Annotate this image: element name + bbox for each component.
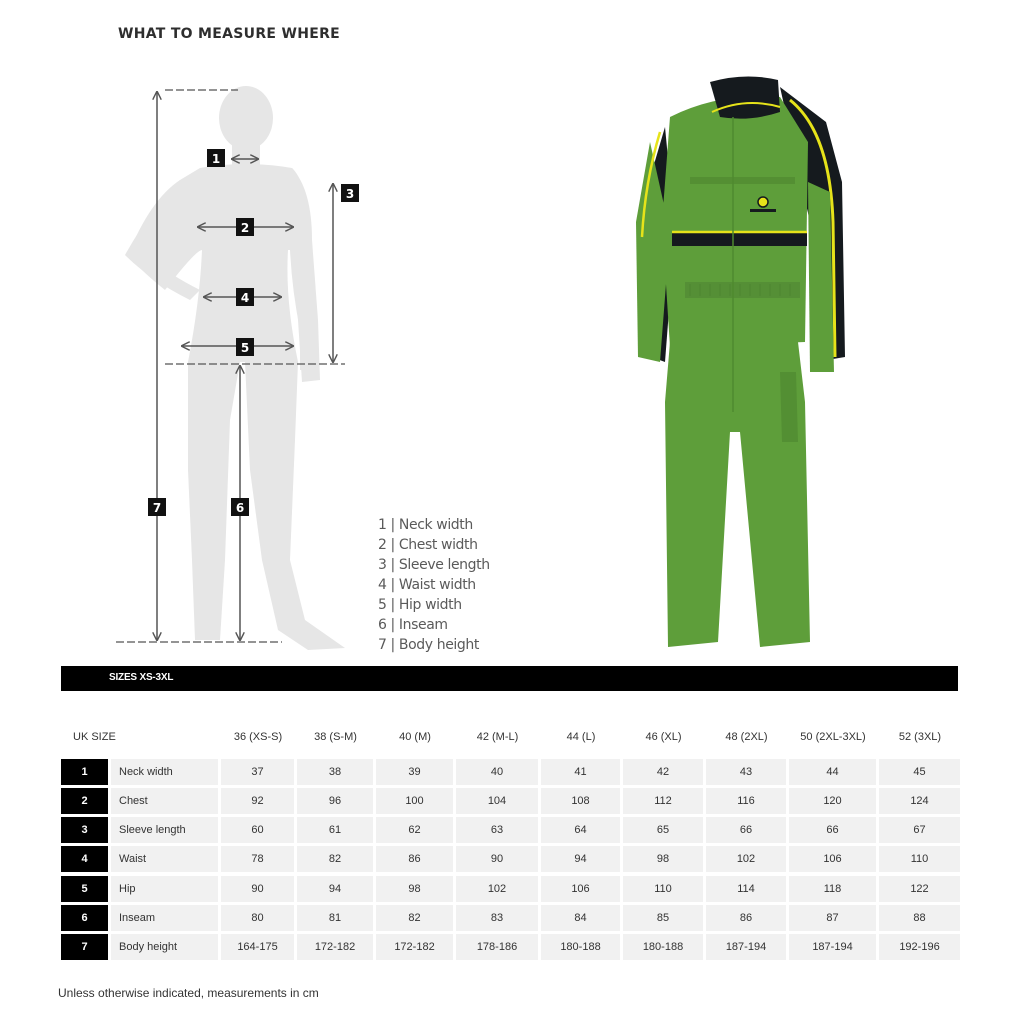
table-cell: 66 (789, 817, 876, 843)
row-number: 1 (61, 759, 108, 785)
header-uk-size: UK SIZE (73, 731, 116, 743)
sizes-band (61, 666, 958, 691)
table-cell: 164-175 (221, 934, 294, 960)
table-cell: 90 (456, 846, 538, 872)
table-cell: 45 (879, 759, 960, 785)
table-cell: 61 (297, 817, 373, 843)
row-label: Inseam (111, 905, 218, 931)
units-footnote: Unless otherwise indicated, measurements in cm (58, 986, 319, 1000)
table-cell: 172-182 (297, 934, 373, 960)
header-size: 42 (M-L) (476, 731, 519, 743)
table-cell: 44 (789, 759, 876, 785)
table-cell: 110 (879, 846, 960, 872)
table-cell: 86 (706, 905, 786, 931)
table-cell: 100 (376, 788, 453, 814)
row-number: 3 (61, 817, 108, 843)
coverall-product-image (630, 72, 860, 652)
legend-item: 1 | Neck width (378, 517, 473, 533)
row-number: 2 (61, 788, 108, 814)
table-cell: 116 (706, 788, 786, 814)
row-number: 6 (61, 905, 108, 931)
header-size: 44 (L) (566, 731, 596, 743)
table-cell: 80 (221, 905, 294, 931)
svg-text:3: 3 (345, 187, 355, 201)
table-cell: 84 (541, 905, 620, 931)
row-label: Neck width (111, 759, 218, 785)
table-cell: 62 (376, 817, 453, 843)
svg-text:6: 6 (235, 501, 245, 515)
table-cell: 172-182 (376, 934, 453, 960)
table-cell: 187-194 (706, 934, 786, 960)
header-size: 38 (S-M) (314, 731, 357, 743)
table-cell: 187-194 (789, 934, 876, 960)
table-row (61, 788, 961, 814)
row-number: 4 (61, 846, 108, 872)
table-cell: 81 (297, 905, 373, 931)
header-size: 48 (2XL) (725, 731, 768, 743)
table-row (61, 934, 961, 960)
table-cell: 102 (706, 846, 786, 872)
table-cell: 65 (623, 817, 703, 843)
table-cell: 112 (623, 788, 703, 814)
table-cell: 86 (376, 846, 453, 872)
table-cell: 43 (706, 759, 786, 785)
table-cell: 78 (221, 846, 294, 872)
table-cell: 94 (297, 876, 373, 902)
table-cell: 60 (221, 817, 294, 843)
header-size: 36 (XS-S) (233, 731, 283, 743)
table-cell: 40 (456, 759, 538, 785)
row-label: Chest (111, 788, 218, 814)
legend-item: 4 | Waist width (378, 577, 476, 593)
legend-item: 5 | Hip width (378, 597, 462, 613)
row-label: Sleeve length (111, 817, 218, 843)
svg-text:2: 2 (240, 221, 250, 235)
table-cell: 120 (789, 788, 876, 814)
table-cell: 180-188 (623, 934, 703, 960)
row-label: Waist (111, 846, 218, 872)
table-cell: 63 (456, 817, 538, 843)
table-row (61, 905, 961, 931)
body-measurement-diagram (0, 0, 600, 665)
table-cell: 85 (623, 905, 703, 931)
legend-item: 2 | Chest width (378, 537, 478, 553)
table-cell: 64 (541, 817, 620, 843)
svg-text:1: 1 (211, 152, 221, 166)
table-cell: 106 (541, 876, 620, 902)
header-size: 40 (M) (399, 731, 431, 743)
table-cell: 124 (879, 788, 960, 814)
measurement-legend (378, 515, 490, 655)
table-cell: 90 (221, 876, 294, 902)
table-cell: 98 (376, 876, 453, 902)
svg-text:7: 7 (152, 501, 162, 515)
table-cell: 94 (541, 846, 620, 872)
table-cell: 88 (879, 905, 960, 931)
row-number: 7 (61, 934, 108, 960)
table-cell: 39 (376, 759, 453, 785)
marker-3 (341, 184, 359, 202)
page-title: WHAT TO MEASURE WHERE (118, 26, 341, 42)
table-row (61, 846, 961, 872)
marker-5 (236, 338, 254, 356)
table-cell: 92 (221, 788, 294, 814)
row-label: Body height (111, 934, 218, 960)
table-cell: 67 (879, 817, 960, 843)
table-cell: 96 (297, 788, 373, 814)
table-cell: 98 (623, 846, 703, 872)
table-cell: 106 (789, 846, 876, 872)
legend-item: 7 | Body height (378, 637, 479, 653)
table-cell: 66 (706, 817, 786, 843)
table-cell: 192-196 (879, 934, 960, 960)
table-cell: 83 (456, 905, 538, 931)
table-cell: 110 (623, 876, 703, 902)
legend-item: 3 | Sleeve length (378, 557, 490, 573)
row-number: 5 (61, 876, 108, 902)
table-row (61, 876, 961, 902)
table-cell: 42 (623, 759, 703, 785)
table-cell: 114 (706, 876, 786, 902)
row-label: Hip (111, 876, 218, 902)
sizes-band-label: SIZES XS-3XL (109, 672, 174, 683)
table-row (61, 759, 961, 785)
table-cell: 102 (456, 876, 538, 902)
table-cell: 178-186 (456, 934, 538, 960)
table-cell: 104 (456, 788, 538, 814)
marker-7 (148, 498, 166, 516)
body-silhouette (125, 86, 345, 650)
marker-6 (231, 498, 249, 516)
table-cell: 82 (297, 846, 373, 872)
svg-text:5: 5 (240, 341, 250, 355)
header-size: 46 (XL) (645, 731, 682, 743)
table-row (61, 817, 961, 843)
table-cell: 38 (297, 759, 373, 785)
table-cell: 41 (541, 759, 620, 785)
header-size: 50 (2XL-3XL) (800, 731, 866, 743)
marker-1 (207, 149, 225, 167)
table-cell: 82 (376, 905, 453, 931)
table-cell: 180-188 (541, 934, 620, 960)
header-size: 52 (3XL) (898, 731, 942, 743)
svg-text:4: 4 (240, 291, 250, 305)
table-cell: 108 (541, 788, 620, 814)
table-cell: 118 (789, 876, 876, 902)
legend-item: 6 | Inseam (378, 617, 448, 633)
table-cell: 122 (879, 876, 960, 902)
table-cell: 37 (221, 759, 294, 785)
marker-2 (236, 218, 254, 236)
table-cell: 87 (789, 905, 876, 931)
marker-4 (236, 288, 254, 306)
